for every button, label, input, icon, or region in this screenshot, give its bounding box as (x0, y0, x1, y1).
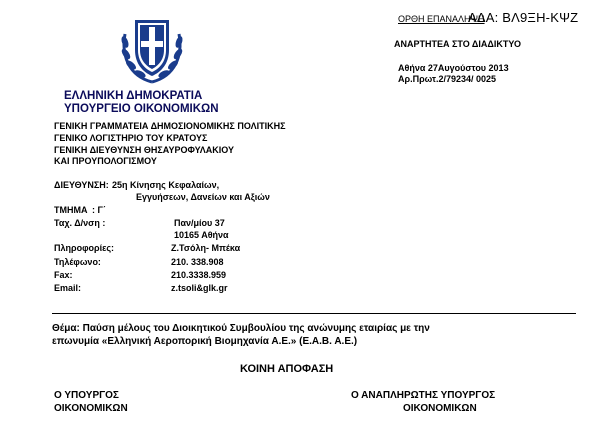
protocol-number: Αρ.Πρωτ.2/79234/ 0025 (398, 74, 497, 84)
subject-line-2: επωνυμία «Ελληνική Αεροπορική Βιομηχανία Α.Ε.» (Ε.Α.Β. Α.Ε.) (52, 336, 358, 347)
republic-title: ΕΛΛΗΝΙΚΗ ΔΗΜΟΚΡΑΤΙΑ (64, 90, 203, 102)
fax-label: Fax: (54, 270, 73, 280)
email-label: Email: (54, 283, 82, 293)
info-label: Πληροφορίες: (54, 243, 115, 253)
general-secretariat: ΓΕΝΙΚΗ ΓΡΑΜΜΑΤΕΙΑ ΔΗΜΟΣΙΟΝΟΜΙΚΗΣ ΠΟΛΙΤΙΚΗΣ (54, 121, 286, 131)
ministry-title: ΥΠΟΥΡΓΕΙΟ ΟΙΚΟΝΟΜΙΚΩΝ (64, 103, 219, 115)
deputy-minister-title: Ο ΑΝΑΠΛΗΡΩΤΗΣ ΥΠΟΥΡΓΟΣ (351, 390, 496, 401)
subject-block (52, 322, 584, 348)
publish-notice: ΑΝΑΡΤΗΤΕΑ ΣΤΟ ΔΙΑΔΙΚΤΥΟ (394, 39, 521, 49)
email-value: z.tsoli&glk.gr (171, 283, 228, 293)
general-directorate-cont: ΚΑΙ ΠΡΟΥΠΟΛΟΓΙΣΜΟΥ (54, 156, 157, 167)
directorate-value: 25η Κίνησης Κεφαλαίων, (112, 180, 220, 190)
deputy-minister-ministry: ΟΙΚΟΝΟΜΙΚΩΝ (403, 403, 477, 414)
ada-code: ΑΔΑ: ΒΛ9ΞΗ-ΚΨΖ (468, 10, 579, 25)
document-date: Αθήνα 27Αυγούστου 2013 (398, 63, 509, 73)
issuing-authority-block (54, 121, 384, 168)
minister-title: Ο ΥΠΟΥΡΓΟΣ (54, 390, 119, 401)
phone-label: Τηλέφωνο: (54, 257, 101, 267)
directorate-label: ΔΙΕΥΘΥΝΣΗ: (54, 180, 109, 190)
minister-ministry: ΟΙΚΟΝΟΜΙΚΩΝ (54, 403, 128, 414)
decision-title: ΚΟΙΝΗ ΑΠΟΦΑΣΗ (240, 363, 334, 375)
general-directorate: ΓΕΝΙΚΗ ΔΙΕΥΘΥΝΣΗ ΘΗΣΑΥΡΟΦΥΛΑΚΙΟΥ (54, 144, 235, 155)
directorate-value-cont: Εγγυήσεων, Δανείων και Αξιών (136, 192, 270, 202)
divider (52, 313, 576, 314)
general-accounting-office: ΓΕΝΙΚΟ ΛΟΓΙΣΤΗΡΙΟ ΤΟΥ ΚΡΑΤΟΥΣ (54, 132, 208, 143)
address-label: Ταχ. Δ/νση : (54, 218, 106, 228)
department-value: : Γ΄ (92, 205, 106, 215)
fax-value: 210.3338.959 (171, 270, 227, 280)
department-label: ΤΜΗΜΑ (54, 205, 88, 215)
subject-line-1: Θέμα: Παύση μέλους του Διοικητικού Συμβουλίου της ανώνυμης εταιρίας με την (52, 323, 430, 334)
address-value: Παν/μίου 37 (174, 218, 225, 228)
info-value: Ζ.Τσόλη- Μπέκα (171, 243, 241, 253)
address-value-city: 10165 Αθήνα (174, 230, 229, 240)
phone-value: 210. 338.908 (171, 257, 224, 267)
correction-notice: ΟΡΘΗ ΕΠΑΝΑΛΗΨΗ (398, 14, 485, 24)
greek-emblem-icon (115, 12, 189, 86)
